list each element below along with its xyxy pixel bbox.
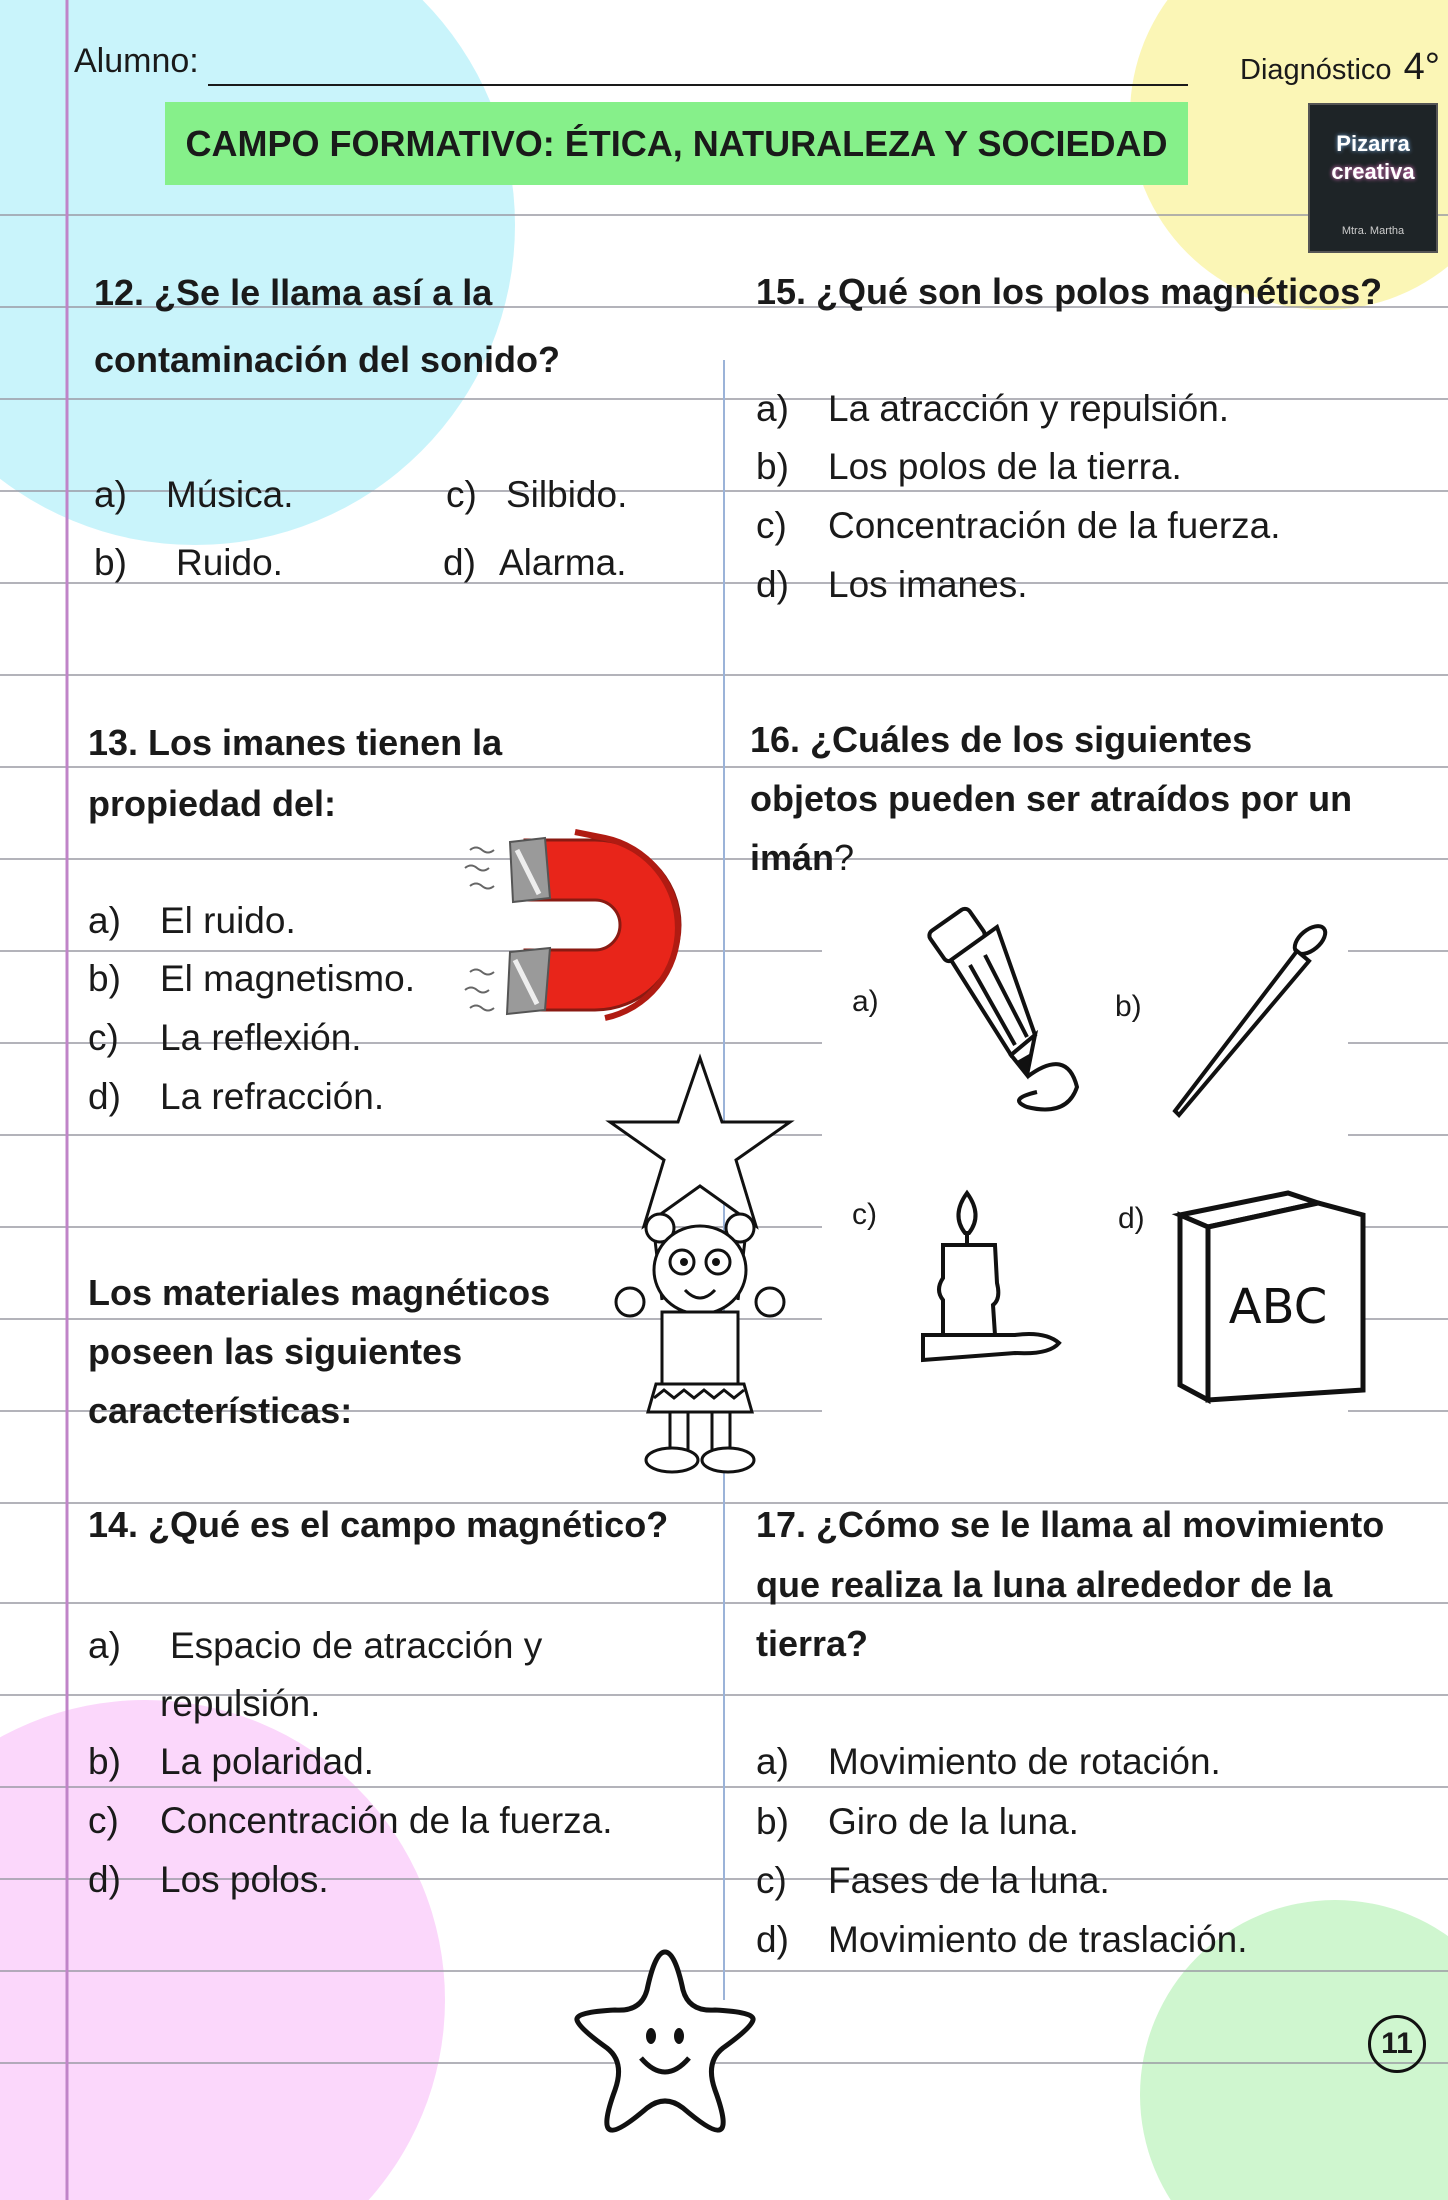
q15-title: 15. ¿Qué son los polos magnéticos? [756,271,1383,312]
candle-icon [915,1185,1075,1380]
q17-option-b[interactable]: b) Giro de la luna. [756,1801,1079,1842]
q12-title-line2: contaminación del sonido? [94,339,561,380]
book-icon [1168,1185,1368,1405]
q12-option-d[interactable]: d) Alarma. [443,542,627,583]
q16-option-a-label[interactable]: a) [852,985,879,1018]
q14-option-c[interactable]: c) Concentración de la fuerza. [88,1800,613,1841]
student-label: Alumno: [74,42,199,80]
q15-option-d[interactable]: d) Los imanes. [756,564,1028,605]
q17-option-d[interactable]: d) Movimiento de traslación. [756,1919,1248,1960]
q17-title-line2: que realiza la luna alrededor de la [756,1564,1333,1605]
diagnostic-label: Diagnóstico 4° [1240,46,1440,88]
q14-option-a-line2: repulsión. [160,1683,321,1724]
q17-option-c[interactable]: c) Fases de la luna. [756,1860,1110,1901]
q12-option-c[interactable]: c) Silbido. [446,474,628,515]
materials-line1: Los materiales magnéticos [88,1272,551,1313]
q16-option-c-label[interactable]: c) [852,1198,877,1231]
student-name-line[interactable] [208,84,1188,86]
q16-title-line2: objetos pueden ser atraídos por un [750,778,1353,819]
q16-option-d-label[interactable]: d) [1118,1202,1145,1235]
q12-option-a[interactable]: a) Música. [94,474,294,515]
q16-title-line3: imán? [750,837,855,878]
q16-option-b-label[interactable]: b) [1115,990,1142,1023]
q13-option-b[interactable]: b) El magnetismo. [88,958,415,999]
marker-icon [915,905,1095,1125]
q15-option-c[interactable]: c) Concentración de la fuerza. [756,505,1281,546]
q12-option-b[interactable]: b) Ruido. [94,542,283,583]
materials-line2: poseen las siguientes [88,1331,463,1372]
q15-option-a[interactable]: a) La atracción y repulsión. [756,388,1230,429]
q16-title-line1: 16. ¿Cuáles de los siguientes [750,719,1253,760]
q13-option-d[interactable]: d) La refracción. [88,1076,385,1117]
q14-option-b[interactable]: b) La polaridad. [88,1741,374,1782]
q14-option-d[interactable]: d) Los polos. [88,1859,329,1900]
q14-title: 14. ¿Qué es el campo magnético? [88,1504,669,1545]
child-holding-star-illustration [600,1050,800,1480]
q13-title-line2: propiedad del: [88,783,337,824]
q12-title-line1: 12. ¿Se le llama así a la [94,272,493,313]
grade: 4° [1403,46,1440,88]
page-number: 11 [1368,2015,1426,2073]
pizarra-creativa-logo: Pizarra creativa Mtra. Martha [1308,103,1438,253]
q17-title-line1: 17. ¿Cómo se le llama al movimiento [756,1504,1385,1545]
q17-title-line3: tierra? [756,1623,869,1664]
q13-title-line1: 13. Los imanes tienen la [88,722,503,763]
nail-icon [1165,915,1345,1125]
materials-line3: características: [88,1390,353,1431]
magnet-illustration [455,810,695,1040]
book-label: ABC [1228,1279,1328,1335]
smiling-star-illustration [565,1940,765,2140]
q14-option-a[interactable]: a) Espacio de atracción y [88,1625,543,1666]
q13-option-a[interactable]: a) El ruido. [88,900,296,941]
subject-banner: CAMPO FORMATIVO: ÉTICA, NATURALEZA Y SOCIEDAD [165,102,1188,185]
q13-option-c[interactable]: c) La reflexión. [88,1017,362,1058]
q15-option-b[interactable]: b) Los polos de la tierra. [756,446,1182,487]
q17-option-a[interactable]: a) Movimiento de rotación. [756,1741,1221,1782]
